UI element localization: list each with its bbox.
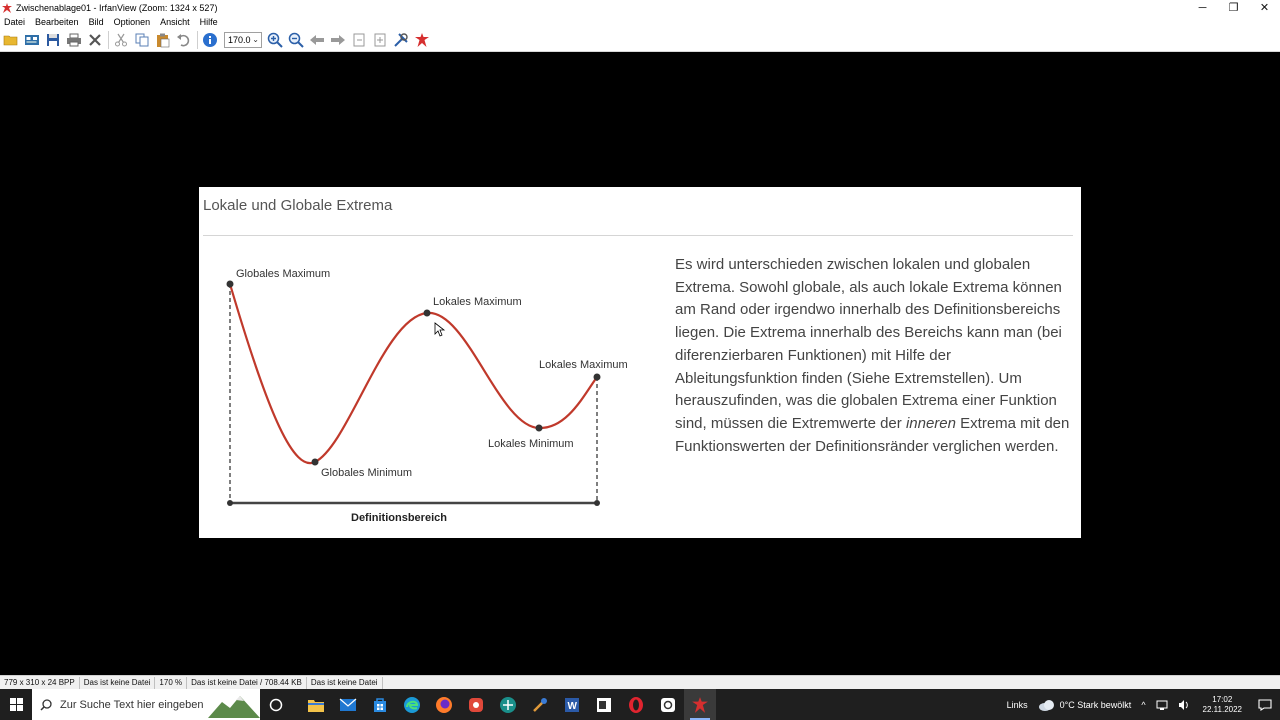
weather-text: 0°C Stark bewölkt: [1059, 699, 1132, 710]
store-icon[interactable]: [364, 689, 396, 720]
displayed-image: [199, 187, 1081, 538]
label-local-maximum-2: Lokales Maximum: [539, 359, 628, 371]
windows-icon: [10, 698, 23, 711]
clock[interactable]: [1195, 695, 1250, 715]
mouse-cursor-icon: [435, 323, 444, 336]
global-maximum-point: [227, 281, 234, 288]
cortana-icon: [269, 698, 283, 712]
zoom-in-icon[interactable]: [265, 30, 285, 50]
image-canvas[interactable]: [0, 53, 1280, 675]
last-page-icon[interactable]: [370, 30, 390, 50]
window-title: Zwischenablage01 - IrfanView (Zoom: 1324 x 527): [16, 2, 218, 13]
local-maximum-point-1: [424, 310, 431, 317]
status-dimensions: 779 x 310 x 24 BPP: [0, 677, 80, 689]
print-icon[interactable]: [64, 30, 84, 50]
status-bar: [0, 675, 1280, 689]
clock-time: 17:02: [1212, 694, 1233, 704]
local-minimum-point: [536, 425, 543, 432]
clock-date: 22.11.2022: [1202, 704, 1242, 714]
status-file-size: Das ist keine Datei / 708.44 KB: [187, 677, 307, 689]
copy-icon[interactable]: [132, 30, 152, 50]
mail-icon[interactable]: [332, 689, 364, 720]
label-global-maximum: Globales Maximum: [236, 268, 331, 280]
toolbar: [0, 28, 1280, 52]
status-file-1: Das ist keine Datei: [80, 677, 156, 689]
menu-ansicht[interactable]: Ansicht: [160, 16, 190, 27]
app-teal-icon[interactable]: [492, 689, 524, 720]
search-placeholder: Zur Suche Text hier eingeben: [60, 698, 204, 711]
svg-text:W: W: [567, 700, 577, 712]
app-settings-icon[interactable]: [652, 689, 684, 720]
taskbar-search-input[interactable]: [32, 689, 260, 720]
system-tray: [1002, 689, 1280, 720]
chevron-up-icon[interactable]: ^: [1141, 699, 1146, 710]
search-highlight-icon: [208, 692, 260, 718]
image-title: Lokale und Globale Extrema: [203, 197, 393, 214]
word-icon[interactable]: [556, 689, 588, 720]
task-view-button[interactable]: [260, 689, 292, 720]
volume-icon[interactable]: [1173, 700, 1195, 710]
thumbnails-icon[interactable]: [22, 30, 42, 50]
label-global-minimum: Globales Minimum: [321, 467, 413, 479]
opera-icon[interactable]: [620, 689, 652, 720]
status-file-2: Das ist keine Datei: [307, 677, 383, 689]
settings-icon[interactable]: [391, 30, 411, 50]
status-zoom: 170 %: [155, 677, 187, 689]
firefox-icon[interactable]: [428, 689, 460, 720]
zoom-input[interactable]: [224, 32, 262, 48]
label-domain: Definitionsbereich: [351, 512, 447, 524]
menu-bar: [0, 15, 1280, 28]
menu-datei[interactable]: Datei: [4, 16, 26, 27]
irfanview-task-icon[interactable]: [684, 689, 716, 720]
delete-icon[interactable]: [85, 30, 105, 50]
save-icon[interactable]: [43, 30, 63, 50]
app-red-icon[interactable]: [460, 689, 492, 720]
zoom-value: 170.0: [228, 34, 251, 45]
open-folder-icon[interactable]: [1, 30, 21, 50]
function-curve: [230, 284, 597, 463]
domain-right-endpoint: [594, 500, 600, 506]
restore-button[interactable]: ❐: [1228, 2, 1239, 14]
taskbar: [0, 689, 1280, 720]
menu-hilfe[interactable]: Hilfe: [199, 16, 218, 27]
zoom-out-icon[interactable]: [286, 30, 306, 50]
cut-icon[interactable]: [111, 30, 131, 50]
taskbar-apps: [300, 689, 716, 720]
previous-icon[interactable]: [307, 30, 327, 50]
weather-widget[interactable]: [1033, 699, 1137, 711]
title-bar: [0, 0, 1280, 15]
info-icon[interactable]: [200, 30, 220, 50]
menu-bearbeiten[interactable]: Bearbeiten: [35, 16, 79, 27]
next-icon[interactable]: [328, 30, 348, 50]
undo-icon[interactable]: [174, 30, 194, 50]
edge-icon[interactable]: [396, 689, 428, 720]
cloud-icon: [1038, 699, 1056, 711]
tray-links[interactable]: Links: [1006, 699, 1028, 710]
search-icon: [40, 699, 52, 711]
domain-left-endpoint: [227, 500, 233, 506]
minimize-button[interactable]: ─: [1198, 1, 1207, 14]
close-button[interactable]: ✕: [1259, 2, 1270, 14]
description-text: Es wird unterschieden zwischen lokalen und globalen Extrema. Sowohl globale, als auch lokale Extrema können am Rand oder irgendwo innerhalb des Definitionsbereichs liegen. Die Extrema innerhalb des Bereichs kann man (bei diferenzierbaren Funktionen) mit Hilfe der Ableitungsfunktion finden (Siehe Extremstellen). Um herauszufinden, was die globalen Extrema einer Funktion sind, müssen die Extremwerte der inneren Extrema mit den Funktionswerten der Definitionsränder verglichen werden.: [675, 256, 1070, 455]
global-minimum-point: [312, 459, 319, 466]
notification-icon[interactable]: [1250, 689, 1280, 720]
label-local-maximum-1: Lokales Maximum: [433, 296, 522, 308]
local-maximum-point-2: [594, 374, 601, 381]
extrema-diagram: [199, 187, 669, 538]
start-button[interactable]: [0, 689, 32, 720]
network-icon[interactable]: [1151, 700, 1173, 710]
menu-optionen[interactable]: Optionen: [113, 16, 151, 27]
file-explorer-icon[interactable]: [300, 689, 332, 720]
menu-bild[interactable]: Bild: [88, 16, 104, 27]
irfanview-icon[interactable]: [412, 30, 432, 50]
paste-icon[interactable]: [153, 30, 173, 50]
first-page-icon[interactable]: [349, 30, 369, 50]
app-gear-icon[interactable]: [524, 689, 556, 720]
powerpoint-icon[interactable]: [588, 689, 620, 720]
label-local-minimum: Lokales Minimum: [488, 438, 574, 450]
chevron-down-icon: ⌄: [252, 34, 259, 44]
irfanview-app-icon: [2, 3, 12, 13]
